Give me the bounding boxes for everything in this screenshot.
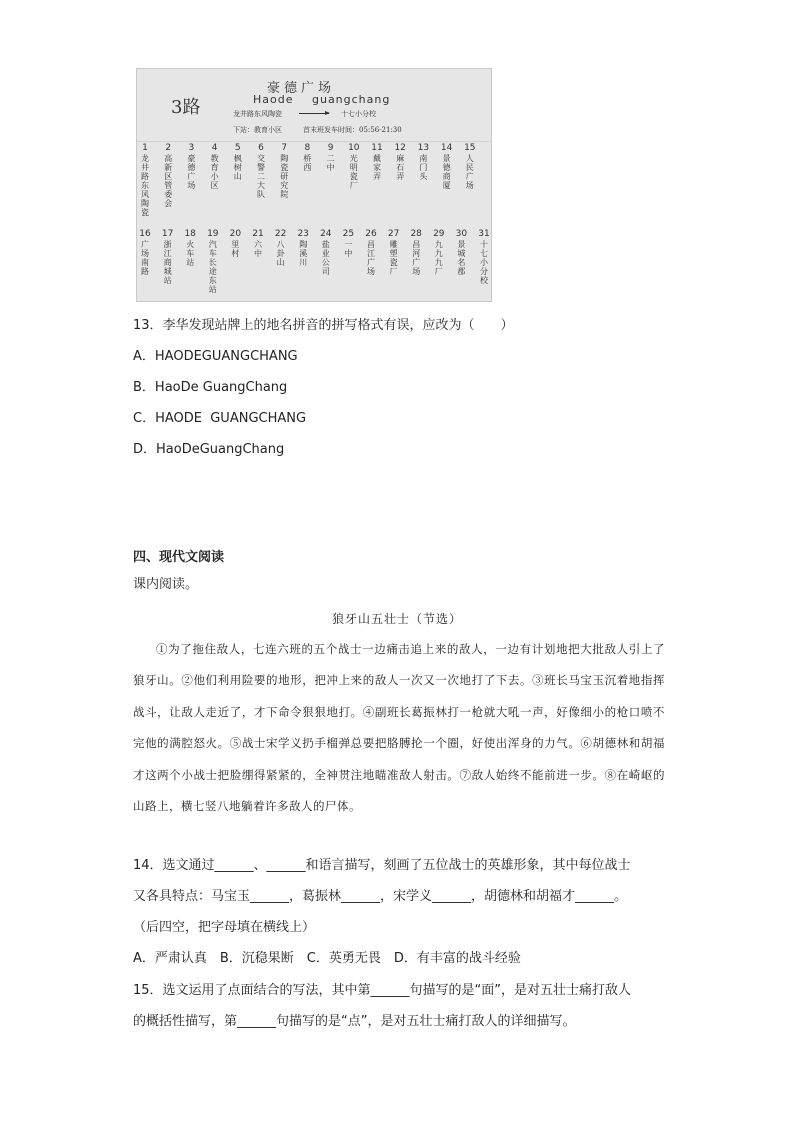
- bus-stop-number: 18: [184, 229, 196, 239]
- bus-stop: [315, 229, 337, 276]
- bus-stop: [473, 229, 495, 285]
- bus-stop: [134, 143, 156, 217]
- bus-stop-name: 景 德 商 厦: [442, 154, 451, 190]
- bus-stop-name: 陶 瓷 研 究 院: [280, 154, 289, 199]
- bus-stop-name: 盐 业 公 司: [321, 240, 330, 276]
- bus-stop: [450, 229, 472, 276]
- route-number: 3路: [171, 97, 201, 118]
- sign-divider: [137, 141, 491, 142]
- bus-stop-number: 3: [188, 143, 195, 153]
- bus-stop: [202, 229, 224, 294]
- bus-stop-name: 里 村: [231, 240, 240, 258]
- question-13-option-c: C．HAODE GUANGCHANG: [133, 411, 307, 426]
- bus-stop-number: 27: [387, 229, 400, 239]
- bus-stop: [224, 229, 246, 258]
- bus-stop: [343, 143, 365, 190]
- bus-stop-name: 一 中: [344, 240, 353, 258]
- question-14-line-2: 又各具特点：马宝玉______，葛振林______，宋学义______，胡德林和胡福才______。: [133, 889, 628, 904]
- bus-stop-name: 九 九 九 厂: [434, 240, 443, 276]
- bus-stop-name: 十 七 小 分 校: [480, 240, 488, 285]
- bus-stop-name: 汽 车 长 途 东 站: [208, 240, 217, 294]
- bus-stop-number: 21: [252, 229, 264, 239]
- bus-stop-name: 人 民 广 场: [465, 154, 474, 190]
- bus-stop: [250, 143, 272, 199]
- bus-stop-number: 6: [258, 143, 264, 153]
- bus-stop-name: 桥 西: [303, 154, 312, 172]
- question-15-line-2: 的概括性描写，第______句描写的是“点”，是对五壮士痛打敌人的详细描写。: [133, 1014, 576, 1029]
- bus-stop-number: 30: [455, 229, 468, 239]
- direction-to: 十七小分校: [341, 110, 376, 118]
- bus-stop-number: 24: [320, 229, 332, 239]
- bus-stop-number: 10: [348, 143, 360, 153]
- bus-stop-number: 15: [464, 143, 476, 153]
- bus-stop-name: 广 场 南 路: [141, 240, 149, 276]
- question-15-line-1: 15．选文运用了点面结合的写法，其中第______句描写的是“面”，是对五壮士痛打敌人: [133, 983, 632, 998]
- station-pinyin: Haode guangchang: [253, 93, 391, 106]
- bus-stop-number: 2: [165, 143, 172, 153]
- bus-stop: [204, 143, 226, 190]
- bus-stop-number: 19: [207, 229, 219, 239]
- bus-stop-name: 戴 家 弄: [373, 154, 381, 181]
- question-13-stem: 13．李华发现站牌上的地名拼音的拼写格式有误，应改为（ ）: [133, 318, 514, 333]
- bus-stop-number: 20: [229, 229, 242, 239]
- bus-stop: [134, 229, 156, 276]
- bus-stop-number: 17: [161, 229, 174, 239]
- bus-stop: [292, 229, 314, 267]
- bus-stop-name: 八 卦 山: [276, 240, 285, 267]
- bus-stop-number: 4: [211, 143, 218, 153]
- bus-stop: [436, 143, 458, 190]
- bus-stop-number: 14: [440, 143, 453, 153]
- bus-stop-number: 23: [297, 229, 309, 239]
- bus-stop: [459, 143, 481, 190]
- bus-stop-number: 28: [410, 229, 422, 239]
- bus-stop-number: 12: [394, 143, 406, 153]
- bus-stop-number: 22: [274, 229, 287, 239]
- bus-stop: [383, 229, 405, 276]
- bus-stop-number: 26: [365, 229, 377, 239]
- bus-stop-number: 25: [342, 229, 355, 239]
- bus-stop-name: 光 明 瓷 厂: [349, 154, 358, 190]
- bus-stop: [412, 143, 434, 181]
- bus-stop-number: 5: [234, 143, 241, 153]
- bus-stop-number: 1: [142, 143, 148, 153]
- bus-stop: [428, 229, 450, 276]
- bus-stop: [273, 143, 295, 199]
- bus-stop-number: 11: [371, 143, 383, 153]
- question-14-options: A．严肃认真 B．沉稳果断 C．英勇无畏 D．有丰富的战斗经验: [133, 951, 521, 966]
- bus-stop: [247, 229, 269, 258]
- bus-stop-name: 浙 江 商 城 站: [163, 240, 172, 285]
- bus-stop: [405, 229, 427, 276]
- passage-title: 狼牙山五壮士（节选）: [331, 612, 462, 626]
- bus-stop: [337, 229, 359, 258]
- direction-from: 龙井路东风陶瓷: [233, 110, 282, 118]
- bus-stop-sign: [136, 68, 492, 302]
- bus-stop: [157, 229, 179, 285]
- bus-stop-name: 南 门 头: [419, 154, 428, 181]
- next-stop: 下站：教育小区: [233, 126, 282, 134]
- question-14-line-3: （后四空，把字母填在横线上）: [133, 920, 316, 935]
- bus-stop: [179, 229, 201, 267]
- bus-stop: [389, 143, 411, 181]
- bus-stop-name: 豪 德 广 场: [187, 154, 196, 190]
- bus-stop-number: 29: [433, 229, 445, 239]
- bus-stop-name: 景 城 名 郡: [457, 240, 466, 276]
- bus-stop: [360, 229, 382, 276]
- bus-stop-name: 六 中: [254, 240, 262, 258]
- bus-stop-number: 7: [281, 143, 288, 153]
- service-times: 首末班发车时间：05:56-21:30: [303, 126, 402, 134]
- bus-stop-number: 16: [139, 229, 151, 239]
- bus-stop-name: 教 育 小 区: [210, 154, 219, 190]
- bus-stop: [157, 143, 179, 208]
- passage-text: ①为了拖住敌人，七连六班的五个战士一边痛击追上来的敌人，一边有计划地把大批敌人引上了狼牙山。②他们利用险要的地形，把冲上来的敌人一次又一次地打了下去。③班长马宝玉沉着地指挥战斗，让敌人走近了，才下命令狠狠地打。④副班长葛振林打一枪就大吼一声，好像细小的枪口喷不完他的满腔怒火。⑤战士宋学义扔手榴弹总要把胳膊抡一个圈，好使出浑身的力气。⑥胡德林和胡福才这两个小战士把脸绷得紧紧的，全神贯注地瞄准敌人射击。⑦敌人始终不能前进一步。⑧在崎岖的山路上，横七竖八地躺着许多敌人的尸体。: [133, 642, 665, 814]
- bus-stop-number: 8: [304, 143, 311, 153]
- bus-stop-name: 雕 塑 瓷 厂: [389, 240, 398, 276]
- section-heading: 四、现代文阅读: [133, 550, 225, 565]
- bus-stop-name: 高 新 区 管 委 会: [164, 154, 173, 208]
- station-name: 豪德广场: [267, 81, 336, 96]
- bus-stop-name: 枫 树 山: [233, 154, 242, 181]
- bus-stop-name: 麻 石 弄: [396, 154, 405, 181]
- bus-stop-number: 13: [417, 143, 430, 153]
- bus-stop-name: 昌 河 广 场: [412, 240, 421, 276]
- bus-stop: [320, 143, 342, 172]
- bus-stop-name: 交 警 二 大 队: [257, 154, 265, 199]
- bus-stop-name: 火 车 站: [186, 240, 195, 267]
- bus-stop: [227, 143, 249, 181]
- bus-stop-number: 31: [478, 229, 490, 239]
- bus-stop-name: 陶 溪 川: [299, 240, 308, 267]
- question-13-option-a: A．HAODEGUANGCHANG: [133, 349, 298, 364]
- bus-stop: [180, 143, 202, 190]
- bus-stop: [270, 229, 292, 267]
- question-14-line-1: 14．选文通过______、______和语言描写，刻画了五位战士的英雄形象，其中每位战士: [133, 858, 631, 873]
- bus-stop-name: 二 中: [326, 154, 335, 172]
- bus-stop-name: 龙 井 路 东 风 陶 瓷: [141, 154, 149, 217]
- question-13-option-b: B．HaoDe GuangChang: [133, 380, 288, 395]
- bus-stop: [296, 143, 318, 172]
- bus-stop-name: 昌 江 广 场: [367, 240, 375, 276]
- bus-stop: [366, 143, 388, 181]
- section-subheading: 课内阅读。: [133, 577, 199, 592]
- question-13-option-d: D．HaoDeGuangChang: [133, 442, 285, 457]
- bus-stop-number: 9: [327, 143, 334, 153]
- arrow-right-icon: [299, 113, 329, 114]
